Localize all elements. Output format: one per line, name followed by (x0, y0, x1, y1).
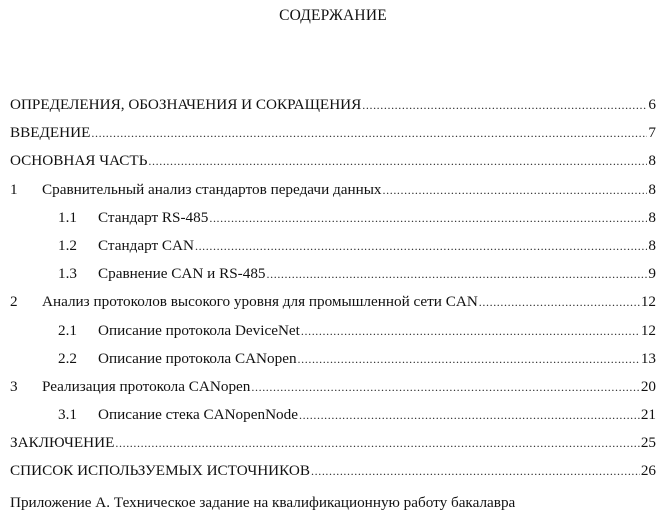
toc-leader-dots (267, 267, 648, 282)
toc-entry (10, 96, 656, 124)
toc-entry-title: ОСНОВНАЯ ЧАСТЬ (10, 152, 148, 170)
toc-entry (10, 209, 656, 237)
toc-entry (10, 462, 656, 490)
toc-entry-page: 13 (640, 349, 656, 367)
toc-leader-dots (209, 211, 647, 226)
toc-entry-number: 2 (10, 293, 18, 311)
toc-entry-page: 6 (648, 96, 656, 113)
toc-entry-page: 8 (648, 236, 656, 254)
toc-entry-page: 8 (648, 152, 656, 170)
toc-entry-number: 1.1 (58, 208, 77, 226)
toc-entry-number: 2.1 (58, 321, 77, 339)
toc-entry-page: 20 (640, 377, 656, 395)
toc-entry (10, 124, 656, 152)
toc-entry-page: 9 (648, 265, 656, 283)
toc-entry-title: Стандарт CAN (98, 236, 194, 254)
toc-entry-page: 8 (648, 208, 656, 226)
toc-leader-dots (251, 380, 639, 395)
table-of-contents (10, 96, 656, 491)
toc-entry-title: ОПРЕДЕЛЕНИЯ, ОБОЗНАЧЕНИЯ И СОКРАЩЕНИЯ (10, 96, 362, 113)
toc-entry-page: 12 (640, 321, 656, 339)
toc-entry (10, 378, 656, 406)
toc-entry-page: 7 (648, 124, 656, 142)
toc-leader-dots (91, 126, 647, 141)
toc-leader-dots (148, 154, 647, 169)
toc-entry (10, 181, 656, 209)
toc-leader-dots (115, 436, 639, 451)
toc-entry-title: Описание стека CANopenNode (98, 406, 298, 424)
toc-entry-title: Описание протокола CANopen (98, 349, 297, 367)
toc-entry-page: 25 (640, 434, 656, 452)
toc-entry (10, 237, 656, 265)
toc-entry-number: 3 (10, 377, 18, 395)
toc-entry-title: ЗАКЛЮЧЕНИЕ (10, 434, 115, 452)
toc-entry (10, 152, 656, 180)
toc-entry-page: 26 (640, 462, 656, 480)
toc-entry-title: ВВЕДЕНИЕ (10, 124, 91, 142)
toc-entry-title: Сравнительный анализ стандартов передачи данных (42, 180, 382, 198)
toc-leader-dots (301, 324, 640, 339)
toc-entry-number: 1 (10, 180, 18, 198)
toc-entry-number: 1.3 (58, 265, 77, 283)
toc-entry-title: Реализация протокола CANopen (42, 377, 251, 395)
toc-leader-dots (383, 183, 648, 198)
toc-leader-dots (195, 239, 647, 254)
toc-entry-page: 8 (648, 180, 656, 198)
toc-leader-dots (311, 464, 640, 479)
toc-entry-title: Описание протокола DeviceNet (98, 321, 300, 339)
toc-leader-dots (298, 352, 640, 367)
toc-entry-number: 3.1 (58, 406, 77, 424)
toc-entry (10, 293, 656, 321)
toc-leader-dots (299, 408, 640, 423)
toc-entry-title: СПИСОК ИСПОЛЬЗУЕМЫХ ИСТОЧНИКОВ (10, 462, 311, 480)
toc-entry-number: 1.2 (58, 236, 77, 254)
toc-entry-title: Сравнение CAN и RS-485 (98, 265, 266, 283)
toc-entry-number: 2.2 (58, 349, 77, 367)
toc-entry (10, 350, 656, 378)
toc-entry-title: Стандарт RS-485 (98, 208, 209, 226)
toc-entry-page: 21 (640, 406, 656, 424)
appendix-entry: Приложение А. Техническое задание на квалификационную работу бакалавра (10, 494, 516, 511)
toc-entry (10, 265, 656, 293)
toc-entry-title: Анализ протоколов высокого уровня для промышленной сети CAN (42, 293, 478, 311)
page-title: СОДЕРЖАНИЕ (279, 7, 387, 24)
toc-leader-dots (362, 98, 647, 113)
toc-entry (10, 322, 656, 350)
toc-entry (10, 434, 656, 462)
toc-leader-dots (479, 295, 640, 310)
toc-entry-page: 12 (640, 293, 656, 311)
toc-entry (10, 406, 656, 434)
